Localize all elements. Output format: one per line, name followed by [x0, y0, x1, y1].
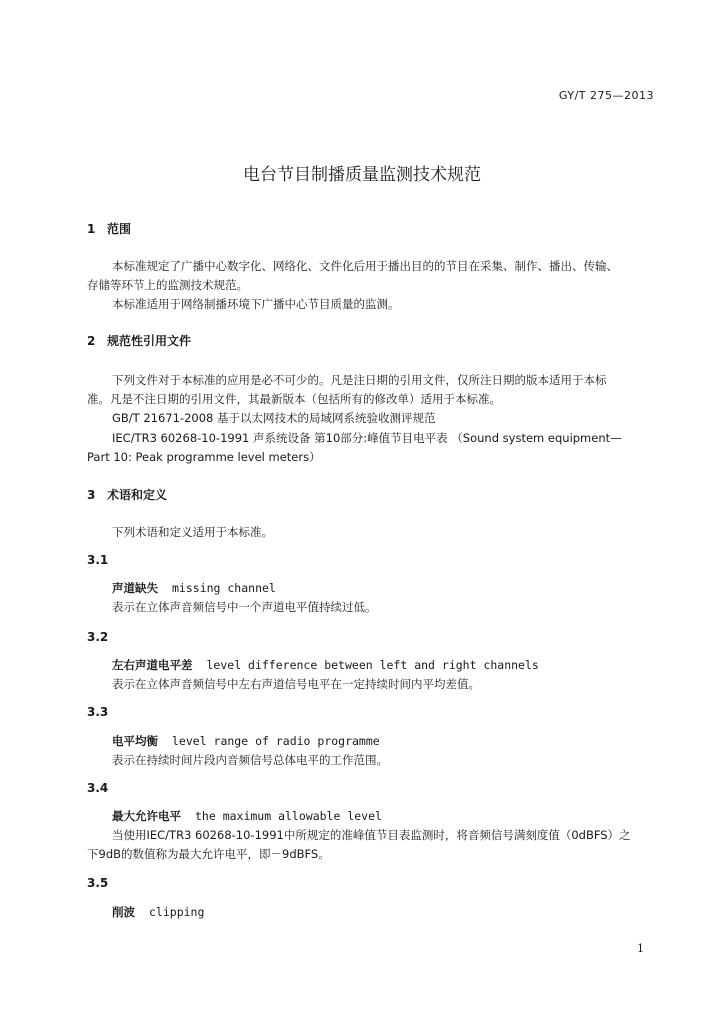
term-number: 3.1	[87, 553, 109, 567]
term-heading	[112, 580, 276, 596]
term-definition: 表示在持续时间片段内音频信号总体电平的工作范围。	[112, 753, 388, 767]
paragraph-line: 本标准规定了广播中心数字化、网络化、文件化后用于播出目的的节目在采集、制作、播出、传输、	[112, 259, 618, 273]
term-zh: 电平均衡	[112, 734, 158, 748]
paragraph-line: 下列术语和定义适用于本标准。	[112, 525, 273, 539]
section-number: 1	[87, 222, 96, 236]
section-number: 2	[87, 334, 96, 348]
term-en: clipping	[149, 905, 205, 919]
term-definition: 表示在立体声音频信号中左右声道信号电平在一定持续时间内平均差值。	[112, 677, 480, 691]
paragraph-line: 下列文件对于本标准的应用是必不可少的。凡是注日期的引用文件，仅所注日期的版本适用于本标	[112, 373, 607, 387]
section-number: 3	[87, 488, 96, 502]
term-heading	[112, 733, 380, 749]
section-2-heading	[87, 332, 191, 349]
term-en: level difference between left and right channels	[206, 658, 539, 672]
page-number: 1	[637, 942, 644, 955]
term-heading	[112, 904, 204, 920]
section-title: 规范性引用文件	[107, 334, 192, 348]
term-definition-continued: 下9dB的数值称为最大允许电平，即－9dBFS。	[87, 847, 330, 861]
reference-item: GB/T 21671-2008 基于以太网技术的局域网系统验收测评规范	[112, 411, 436, 425]
term-zh: 左右声道电平差	[112, 658, 193, 672]
term-en: the maximum allowable level	[195, 809, 382, 823]
document-code: GY/T 275—2013	[558, 89, 654, 102]
reference-item: IEC/TR3 60268-10-1991 声系统设备 第10部分:峰值节目电平表 （Sound system equipment—	[112, 431, 622, 445]
term-en: missing channel	[172, 581, 276, 595]
term-zh: 声道缺失	[112, 581, 158, 595]
term-number: 3.5	[87, 876, 109, 890]
section-title: 范围	[107, 222, 132, 236]
term-definition: 表示在立体声音频信号中一个声道电平值持续过低。	[112, 600, 377, 614]
paragraph-line: 准。凡是不注日期的引用文件，其最新版本（包括所有的修改单）适用于本标准。	[87, 392, 501, 406]
term-number: 3.2	[87, 630, 109, 644]
section-3-heading	[87, 486, 167, 503]
term-number: 3.3	[87, 705, 109, 719]
paragraph-line: 存储等环节上的监测技术规范。	[87, 278, 248, 292]
reference-item-continued: Part 10: Peak programme level meters）	[87, 450, 321, 464]
page-title: 电台节目制播质量监测技术规范	[243, 165, 481, 185]
term-zh: 削波	[112, 905, 135, 919]
term-heading	[112, 657, 539, 673]
term-definition: 当使用IEC/TR3 60268-10-1991中所规定的准峰值节目表监测时，将音频信号满刻度值（0dBFS）之	[112, 828, 631, 842]
term-heading	[112, 808, 382, 824]
term-en: level range of radio programme	[172, 734, 380, 748]
paragraph-line: 本标准适用于网络制播环境下广播中心节目质量的监测。	[112, 297, 400, 311]
section-1-heading	[87, 220, 131, 237]
term-number: 3.4	[87, 781, 109, 795]
section-title: 术语和定义	[107, 488, 168, 502]
term-zh: 最大允许电平	[112, 809, 181, 823]
